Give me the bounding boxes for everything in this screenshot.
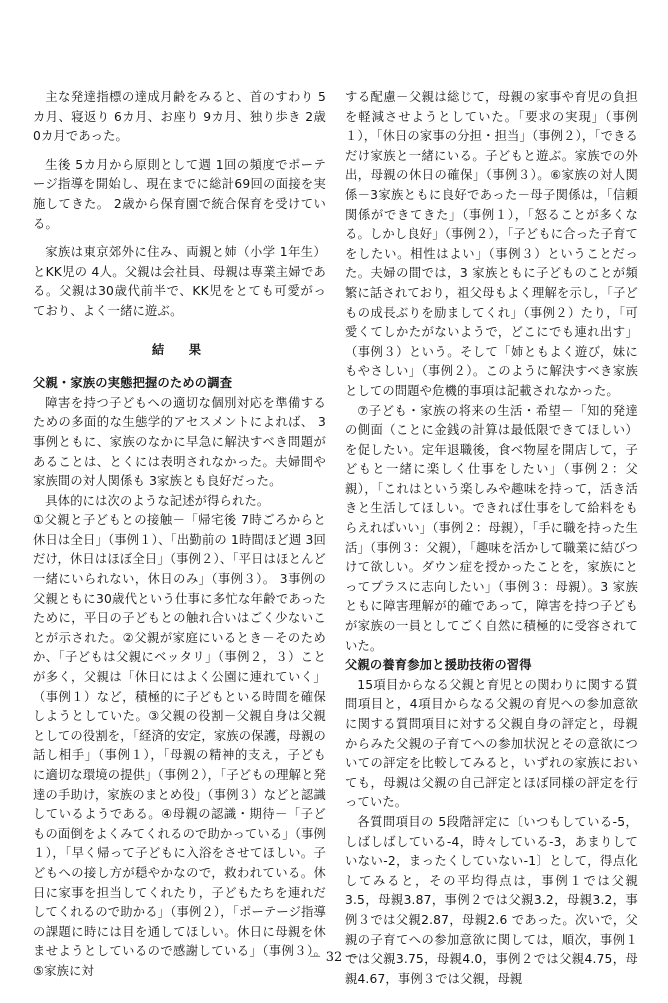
intro-paragraph: 主な発達指標の達成月齢をみると、首のすわり 5カ月、寝返り 6カ月、お座り 9カ月、独り歩き 2歳 0カ月であった。	[33, 90, 326, 144]
body-paragraph: 15項目からなる父親と育児との関わりに関する質問項目と，4項目からなる父親の育児への参加意欲に関する質問項目に対する父親自身の評定と，母親からみた父親の子育てへの参加状況とその意欲についての評定を比較してみると，いずれの家族においても，母親は父親の自己評定とほぼ同様の評定を行っていた。	[345, 677, 638, 810]
body-paragraph: ⑦子ども・家族の将来の生活・希望－「知的発達の側面（ことに金銭の計算は最低限できてほしい）を促したい。定年退職後，食べ物屋を開店して，子どもと一緒に楽しく仕事をしたい」（事例２：父親），「これはという楽しみや趣味を持って，活き活きと生活してほしい。できれば仕事をして給料をもらえればいい」（事例２：母親），「手に職を持った生活」（事例３：父親），「趣味を活かして職業に結びつけて欲しい。ダウン症を授かったことを，家族にとってプラスに志向したい」（事例３：母親）。3 家族ともに障害理解が的確であって，障害を持つ子どもが家族の一員としてごく自然に積極的に受容されていた。	[345, 403, 638, 653]
continued-paragraph: する配慮－父親は総じて，母親の家事や育児の負担を軽減させようとしていた。「要求の実現」（事例１），「休日の家事の分担・担当」（事例２），「できるだけ家族と一緒にいる。子どもと遊ぶ。家族での外出，母親の休日の確保」（事例３）。⑥家族の対人関係－3家族ともに良好であった－母子関係は，「信頼関係ができてきた」（事例１），「怒ることが多くなる。しかし良好」（事例２），「子どもに合った子育てをしたい。相性はよい」（事例３）ということだった。夫婦の間では，3 家族ともに子どものことが頻繁に話されており，祖父母もよく理解を示し，「子どもの成長ぶりを励ましてくれ」（事例２）たり，「可愛くてしかたがないようで，どこにでも連れ出す」（事例３）という。そして「姉ともよく遊び，妹にもやさしい」（事例２）。このように解決すべき家族としての問題や危機的事項は記載されなかった。	[345, 90, 638, 398]
left-column	[33, 88, 326, 982]
enumerated-paragraph: ①父親と子どもとの接触－「帰宅後 7時ごろからと休日は全日」（事例１）、「出勤前の 1時間ほど週 3回だけ，休日はほぼ全日」（事例２）、「平日はほとんど一緒にいられない，休日のみ」（事例３）。 3事例の父親ともに30歳代という仕事に多忙な年齢であったために，平日の子どもとの触れ合いはごく少ないことが示された。②父親が家庭にいるとき－そのためか、「子どもは父親にベッタリ」（事例２，３）ことが多く，父親は「休日にはよく公園に連れていく」（事例１）など，積極的に子どもといる時間を確保しようとしていた。③父親の役割－父親自身は父親としての役割を，「経済的安定，家族の保護，母親の話し相手」（事例１），「母親の精神的支え，子どもに適切な環境の提供」（事例２），「子どもの理解と発達の手助け，家族のまとめ役」（事例３）などと認識しているようである。④母親の認識・期待－「子どもの面倒をよくみてくれるので助かっている」（事例１），「早く帰って子どもに入浴をさせてほしい。子どもへの接し方が穏やかなので，救われている。休日に家事を担当してくれたり，子どもたちを連れだしてくれるので助かる」（事例２），「ポーテージ指導の課題に時には目を通してほしい。休日に母親を休ませようとしているので感謝している」（事例３）。⑤家族に対	[33, 513, 326, 978]
right-column	[345, 88, 638, 989]
page-number: － 32 －	[308, 950, 360, 965]
section-title: 結 果	[151, 342, 208, 357]
intro-paragraph: 生後 5カ月から原則として週 1回の頻度でポーテージ指導を開始し、現在までに総計69回の面接を実施してきた。 2歳から保育園で統合保育を受けている。	[33, 157, 326, 231]
body-paragraph: 各質問項目の 5段階評定に〔いつもしている-5，しばしばしている-4，時々している-3，あまりしていない-2，まったくしていない-1〕として，得点化してみると，その平均得点は，事例１では父親3.5，母親3.87，事例２では父親3.2，母親3.2，事例３では父親2.87，母親2.6 であった。次いで，父親の子育てへの参加意欲に関しては，順次，事例１では父親3.75，母親4.0，事例２では父親4.75，母親4.67，事例３では父親，母親	[345, 814, 638, 986]
body-paragraph: 具体的には次のような記述が得られた。	[45, 493, 270, 508]
subsection-title: 父親の養育参加と援助技術の習得	[345, 658, 532, 673]
subsection-title: 父親・家族の実態把握のための調査	[33, 376, 233, 391]
intro-paragraph: 家族は東京郊外に住み、両親と姉（小学 1年生）とKK児の 4人。父親は会社員、母親は専業主婦である。父親は30歳代前半で、KK児をとても可愛がっており、よく一緒に遊ぶ。	[33, 245, 326, 318]
body-paragraph: 障害を持つ子どもへの適切な個別対応を準備するための多面的な生態学的アセスメントによれば、 3事例ともに、家族のなかに早急に解決すべき問題があることは、とくには表明されなかった。夫婦間や家族間の対人関係も 3家族とも良好だった。	[33, 395, 326, 489]
